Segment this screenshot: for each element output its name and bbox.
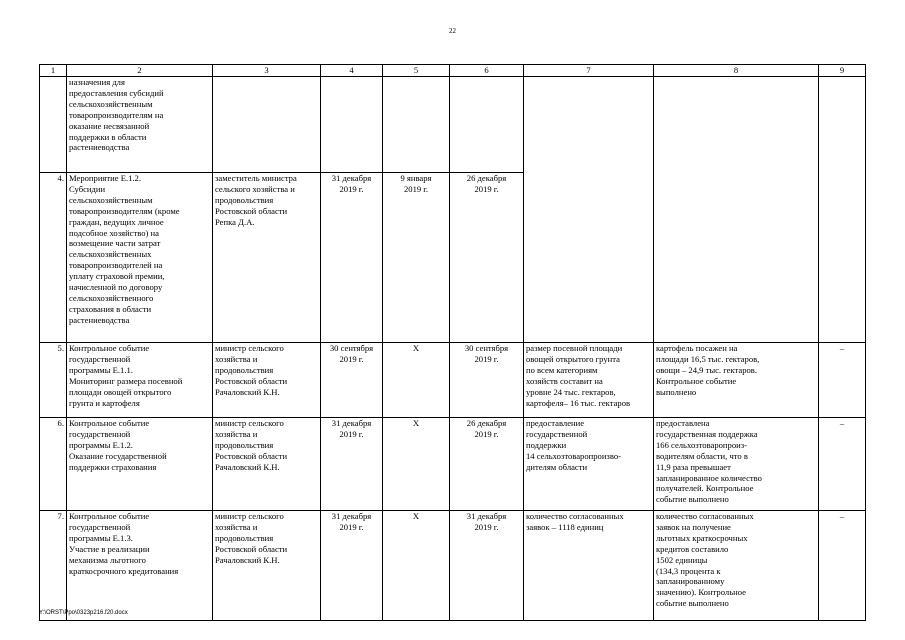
actual-start-cell: Х xyxy=(383,418,450,511)
actual-result-cell xyxy=(654,77,819,343)
actual-start-cell: 9 января 2019 г. xyxy=(383,173,450,343)
row-number-cell: 6. xyxy=(40,418,67,511)
row-number-cell: 5. xyxy=(40,343,67,418)
event-name-cell: назначения для предоставления субсидий сельскохозяйственным товаропроизводителям на оказание несвязанной поддержки в области растениеводства xyxy=(67,77,213,173)
column-header: 5 xyxy=(383,65,450,77)
event-name-cell: Контрольное событие государственной программы Е.1.1. Мониторинг размера посевной площади овощей открытого грунта и картофеля xyxy=(67,343,213,418)
actual-end-cell xyxy=(450,77,524,173)
table-row xyxy=(40,77,866,173)
actual-end-cell: 26 декабря 2019 г. xyxy=(450,173,524,343)
event-name-cell: Контрольное событие государственной программы Е.1.2. Оказание государственной поддержки страхования xyxy=(67,418,213,511)
event-name-cell: Мероприятие Е.1.2. Субсидии сельскохозяйственным товаропроизводителям (кроме граждан, ведущих личное подсобное хозяйство) на возмещение части затрат сельскохозяйственных товаропроизводителей на уплату страховой премии, начисленной по договору сельскохозяйственного страхования в области растениеводства xyxy=(67,173,213,343)
row-number-cell xyxy=(40,77,67,173)
actual-start-cell: Х xyxy=(383,343,450,418)
actual-start-cell xyxy=(383,77,450,173)
table-row xyxy=(40,343,866,418)
column-header: 3 xyxy=(213,65,321,77)
note-cell: – xyxy=(819,343,866,418)
column-header: 2 xyxy=(67,65,213,77)
column-header: 9 xyxy=(819,65,866,77)
planned-date-cell: 30 сентября 2019 г. xyxy=(321,343,383,418)
planned-date-cell xyxy=(321,77,383,173)
planned-date-cell: 31 декабря 2019 г. xyxy=(321,173,383,343)
responsible-cell: министр сельского хозяйства и продовольствия Ростовской области Рачаловский К.Н. xyxy=(213,511,321,621)
note-cell: – xyxy=(819,418,866,511)
column-header: 7 xyxy=(524,65,654,77)
table-row xyxy=(40,511,866,621)
table-row xyxy=(40,418,866,511)
actual-start-cell: Х xyxy=(383,511,450,621)
table-header-row xyxy=(40,65,866,77)
report-table xyxy=(39,64,866,621)
expected-result-cell: предоставление государственной поддержки 14 сельхозтоваропроизво- дителям области xyxy=(524,418,654,511)
row-number-cell: 4. xyxy=(40,173,67,343)
document-file-path: Y:\ORST\Ppo\0323p216.f20.docx xyxy=(39,610,128,616)
actual-result-cell: картофель посажен на площади 16,5 тыс. гектаров, овощи – 24,9 тыс. гектаров. Контрольное событие выполнено xyxy=(654,343,819,418)
expected-result-cell xyxy=(524,77,654,343)
responsible-cell: министр сельского хозяйства и продовольствия Ростовской области Рачаловский К.Н. xyxy=(213,343,321,418)
planned-date-cell: 31 декабря 2019 г. xyxy=(321,511,383,621)
actual-result-cell: количество согласованных заявок на получение льготных краткосрочных кредитов составило 1502 единицы (134,3 процента к запланированному значению). Контрольное событие выполнено xyxy=(654,511,819,621)
responsible-cell: министр сельского хозяйства и продовольствия Ростовской области Рачаловский К.Н. xyxy=(213,418,321,511)
actual-result-cell: предоставлена государственная поддержка 166 сельхозтоваропроиз- водителям области, что в 11,9 раза превышает запланированное количество получателей. Контрольное событие выполнено xyxy=(654,418,819,511)
responsible-cell: заместитель министра сельского хозяйства и продовольствия Ростовской области Репка Д.А. xyxy=(213,173,321,343)
actual-end-cell: 31 декабря 2019 г. xyxy=(450,511,524,621)
actual-end-cell: 30 сентября 2019 г. xyxy=(450,343,524,418)
expected-result-cell: количество согласованных заявок – 1118 единиц xyxy=(524,511,654,621)
expected-result-cell: размер посевной площади овощей открытого грунта по всем категориям хозяйств составит на уровне 24 тыс. гектаров, картофеля– 16 тыс. гектаров xyxy=(524,343,654,418)
row-number-cell: 7. xyxy=(40,511,67,621)
column-header: 6 xyxy=(450,65,524,77)
page-number: 22 xyxy=(449,27,456,35)
column-header: 1 xyxy=(40,65,67,77)
responsible-cell xyxy=(213,77,321,173)
column-header: 4 xyxy=(321,65,383,77)
note-cell xyxy=(819,77,866,343)
note-cell: – xyxy=(819,511,866,621)
planned-date-cell: 31 декабря 2019 г. xyxy=(321,418,383,511)
actual-end-cell: 26 декабря 2019 г. xyxy=(450,418,524,511)
event-name-cell: Контрольное событие государственной программы Е.1.3. Участие в реализации механизма льготного краткосрочного кредитования xyxy=(67,511,213,621)
column-header: 8 xyxy=(654,65,819,77)
